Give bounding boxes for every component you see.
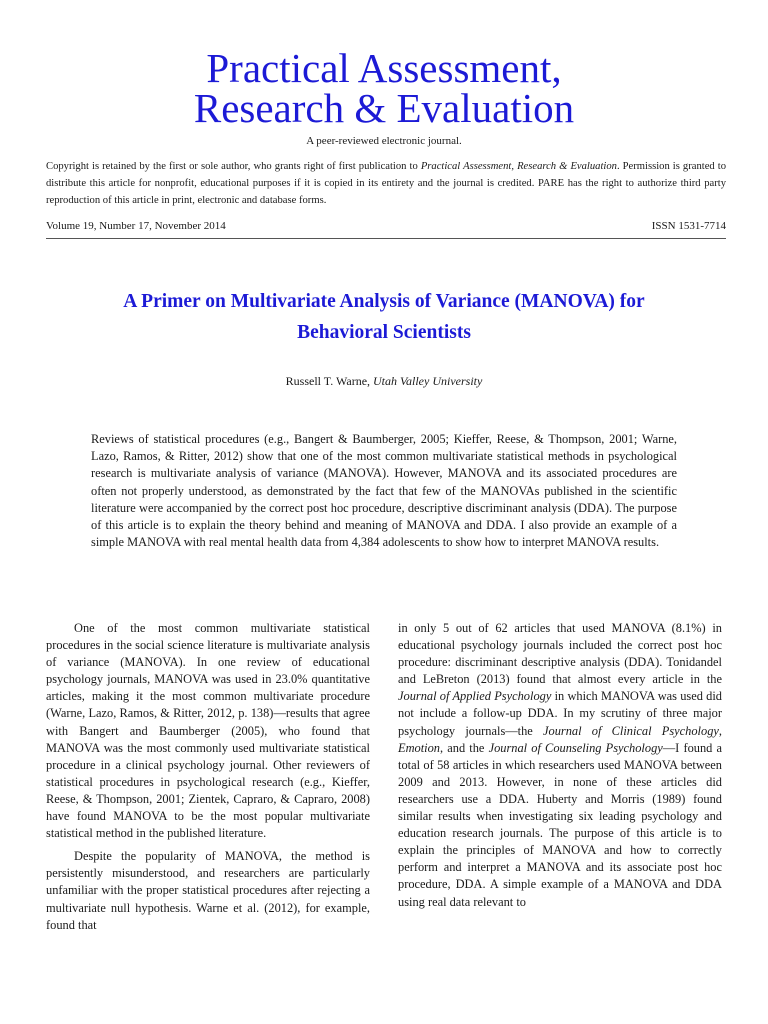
body-column-left bbox=[46, 620, 370, 934]
journal-title bbox=[0, 45, 768, 131]
body-paragraph-continued bbox=[398, 620, 722, 911]
journal-name-italic: Journal of Clinical Psychology bbox=[543, 723, 719, 738]
body-column-right bbox=[398, 620, 722, 911]
journal-title-line-1: Practical Assessment, bbox=[206, 45, 562, 91]
journal-title-line-2: Research & Evaluation bbox=[193, 85, 575, 131]
copyright-text-start: Copyright is retained by the first or sole author, who grants right of first publication to bbox=[46, 161, 421, 172]
abstract: Reviews of statistical procedures (e.g., Bangert & Baumberger, 2005; Kieffer, Reese, & Thompson, 2001; Warne, Lazo, Ramos, & Ritter, 2012) show that one of the most common multivariate statistical methods in psychological research is multivariate analysis of variance (MANOVA). However, MANOVA and its associated procedures are often not properly understood, as demonstrated by the fact that few of the MANOVAs published in the scientific literature were accompanied by the correct post hoc procedure, descriptive discriminant analysis (DDA). The purpose of this article is to explain the theory behind and meaning of MANOVA and DDA. I also provide an example of a simple MANOVA with real mental health data from 4,384 adolescents to show how to interpret MANOVA results. bbox=[91, 432, 677, 550]
body-text-segment: in only 5 out of 62 articles that used MANOVA (8.1%) in educational psychology journals included the correct post hoc procedure: discriminant descriptive analysis (DDA). Tonidandel and LeBreton (2013) found that almost every article in the bbox=[398, 621, 722, 687]
body-text-segment: in which MANOVA was used did not include a follow-up DDA. In my scrutiny of three major psychology journals—the bbox=[398, 689, 723, 738]
journal-tagline: A peer-reviewed electronic journal. bbox=[306, 135, 462, 147]
volume-line bbox=[46, 220, 726, 232]
issn: ISSN 1531-7714 bbox=[651, 220, 726, 232]
copyright-journal-name: Practical Assessment, Research & Evaluation bbox=[420, 161, 617, 172]
author-line bbox=[0, 374, 768, 389]
copyright-notice bbox=[46, 158, 726, 209]
body-paragraph-2: Despite the popularity of MANOVA, the method is persistently misunderstood, and researchers are particularly unfamiliar with the proper statistical procedures after rejecting a multivariate null hypothesis. Warne et al. (2012), for example, found that bbox=[46, 849, 370, 932]
journal-name-italic: Emotion bbox=[398, 740, 440, 755]
header-divider bbox=[46, 238, 726, 239]
body-text-segment: , bbox=[718, 723, 722, 738]
journal-name-italic: Journal of Counseling Psychology bbox=[488, 740, 663, 755]
author-name: Russell T. Warne, bbox=[285, 374, 374, 388]
body-paragraph-1: One of the most common multivariate statistical procedures in the social science literature is multivariate analysis of variance (MANOVA). In one review of educational psychology journals, MANOVA was used in 23.0% quantitative articles, making it the most common multivariate procedure (Warne, Lazo, Ramos, & Ritter, 2012, p. 138)—results that agree with Bangert and Baumberger (2005), who found that MANOVA was the most commonly used multivariate statistical procedure in a clinical psychology journal. Other reviewers of statistical procedures in psychological research (e.g., Kieffer, Reese, & Thompson, 2001; Zientek, Capraro, & Capraro, 2008) have found MANOVA to be the most popular multivariate statistical method in the published literature. bbox=[46, 621, 370, 841]
volume-info: Volume 19, Number 17, November 2014 bbox=[46, 220, 226, 232]
author-affiliation: Utah Valley University bbox=[373, 374, 483, 388]
article-title: A Primer on Multivariate Analysis of Variance (MANOVA) for Behavioral Scientists bbox=[123, 291, 645, 343]
copyright-text-end: . Permission is granted to distribute this article for nonprofit, educational purposes if it is copied in its entirety and the journal is credited. PARE has the right to authorize third party reproduction of this article in print, electronic and database forms. bbox=[46, 161, 727, 206]
journal-name-italic: Journal of Applied Psychology bbox=[398, 689, 552, 704]
body-text-segment: , and the bbox=[440, 740, 489, 755]
body-text-segment: —I found a total of 58 articles in which researchers used MANOVA between 2009 and 2013. However, in none of these articles did researchers use a DDA. Huberty and Morris (1989) found similar results when investigating six leading psychology and education research journals. The purpose of this article is to explain the principles of MANOVA and how to correctly perform and interpret a MANOVA and its associate post hoc procedure, DDA. A simple example of a MANOVA and DDA using real data relevant to bbox=[398, 740, 723, 909]
